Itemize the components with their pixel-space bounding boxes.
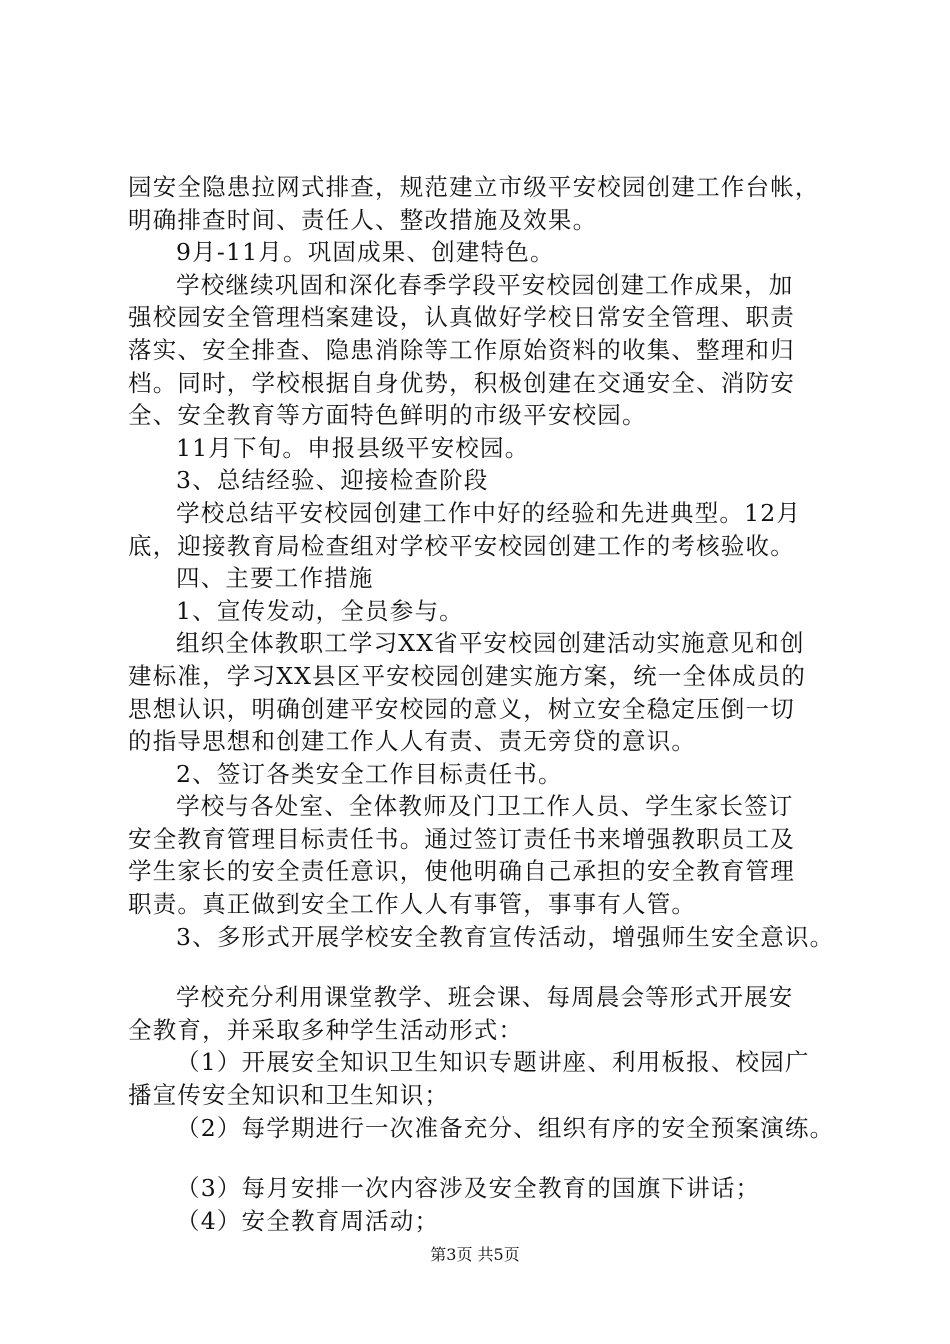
list-item: （1）开展安全知识卫生知识专题讲座、利用板报、校园广: [176, 1048, 810, 1077]
text-line: 全、安全教育等方面特色鲜明的市级平安校园。: [128, 401, 647, 430]
text-line: 学校总结平安校园创建工作中好的经验和先进典型。12月: [176, 498, 802, 527]
text-line: 园安全隐患拉网式排查，规范建立市级平安校园创建工作台帐，: [128, 173, 820, 201]
list-item: （4）安全教育周活动；: [176, 1206, 440, 1235]
page-number-footer: 第3页 共5页: [430, 1245, 520, 1264]
text-line: 播宣传安全知识和卫生知识；: [128, 1081, 450, 1110]
list-item: （3）每月安排一次内容涉及安全教育的国旗下讲话；: [176, 1174, 761, 1203]
section-heading: 四、主要工作措施: [176, 564, 374, 593]
text-line: 学校继续巩固和深化春季学段平安校园创建工作成果，加: [176, 270, 794, 299]
document-body: [128, 171, 848, 1237]
text-line: 11月下旬。申报县级平安校园。: [176, 433, 530, 462]
text-line: 安全教育管理目标责任书。通过签订责任书来增强教职员工及: [128, 824, 795, 853]
text-line: 学校与各处室、全体教师及门卫工作人员、学生家长签订: [176, 792, 794, 821]
text-line: 落实、安全排查、隐患消除等工作原始资料的收集、整理和归: [128, 335, 795, 364]
list-item: （2）每学期进行一次准备充分、组织有序的安全预案演练。: [176, 1113, 835, 1142]
section-heading: 1、宣传发动，全员参与。: [176, 596, 464, 625]
text-line: 学校充分利用课堂教学、班会课、每周晨会等形式开展安: [176, 983, 794, 1012]
section-heading: 2、签订各类安全工作目标责任书。: [176, 759, 563, 788]
text-line: 的指导思想和创建工作人人有责、责无旁贷的意识。: [128, 727, 697, 756]
paragraph-gap: [128, 1144, 848, 1172]
text-line: 职责。真正做到安全工作人人有事管，事事有人管。: [128, 890, 697, 919]
text-line: 档。同时，学校根据自身优势，积极创建在交通安全、消防安: [128, 368, 795, 397]
text-line: 学生家长的安全责任意识，使他明确自己承担的安全教育管理: [128, 857, 795, 886]
text-line: 底，迎接教育局检查组对学校平安校园创建工作的考核验收。: [128, 531, 795, 560]
text-line: 全教育，并采取多种学生活动形式：: [128, 1015, 524, 1044]
section-heading: 3、总结经验、迎接检查阶段: [176, 466, 489, 495]
text-line: 强校园安全管理档案建设，认真做好学校日常安全管理、职责: [128, 303, 795, 332]
text-line: 明确排查时间、责任人、整改措施及效果。: [128, 205, 598, 234]
text-line: 建标准，学习XX县区平安校园创建实施方案，统一全体成员的: [128, 661, 807, 690]
paragraph-gap: [128, 953, 848, 981]
text-line: 组织全体教职工学习XX省平安校园创建活动实施意见和创: [176, 629, 805, 658]
text-line: 9月-11月。巩固成果、创建特色。: [176, 238, 555, 267]
section-heading: 3、多形式开展学校安全教育宣传活动，增强师生安全意识。: [176, 922, 835, 951]
text-line: 思想认识，明确创建平安校园的意义，树立安全稳定压倒一切: [128, 694, 795, 723]
